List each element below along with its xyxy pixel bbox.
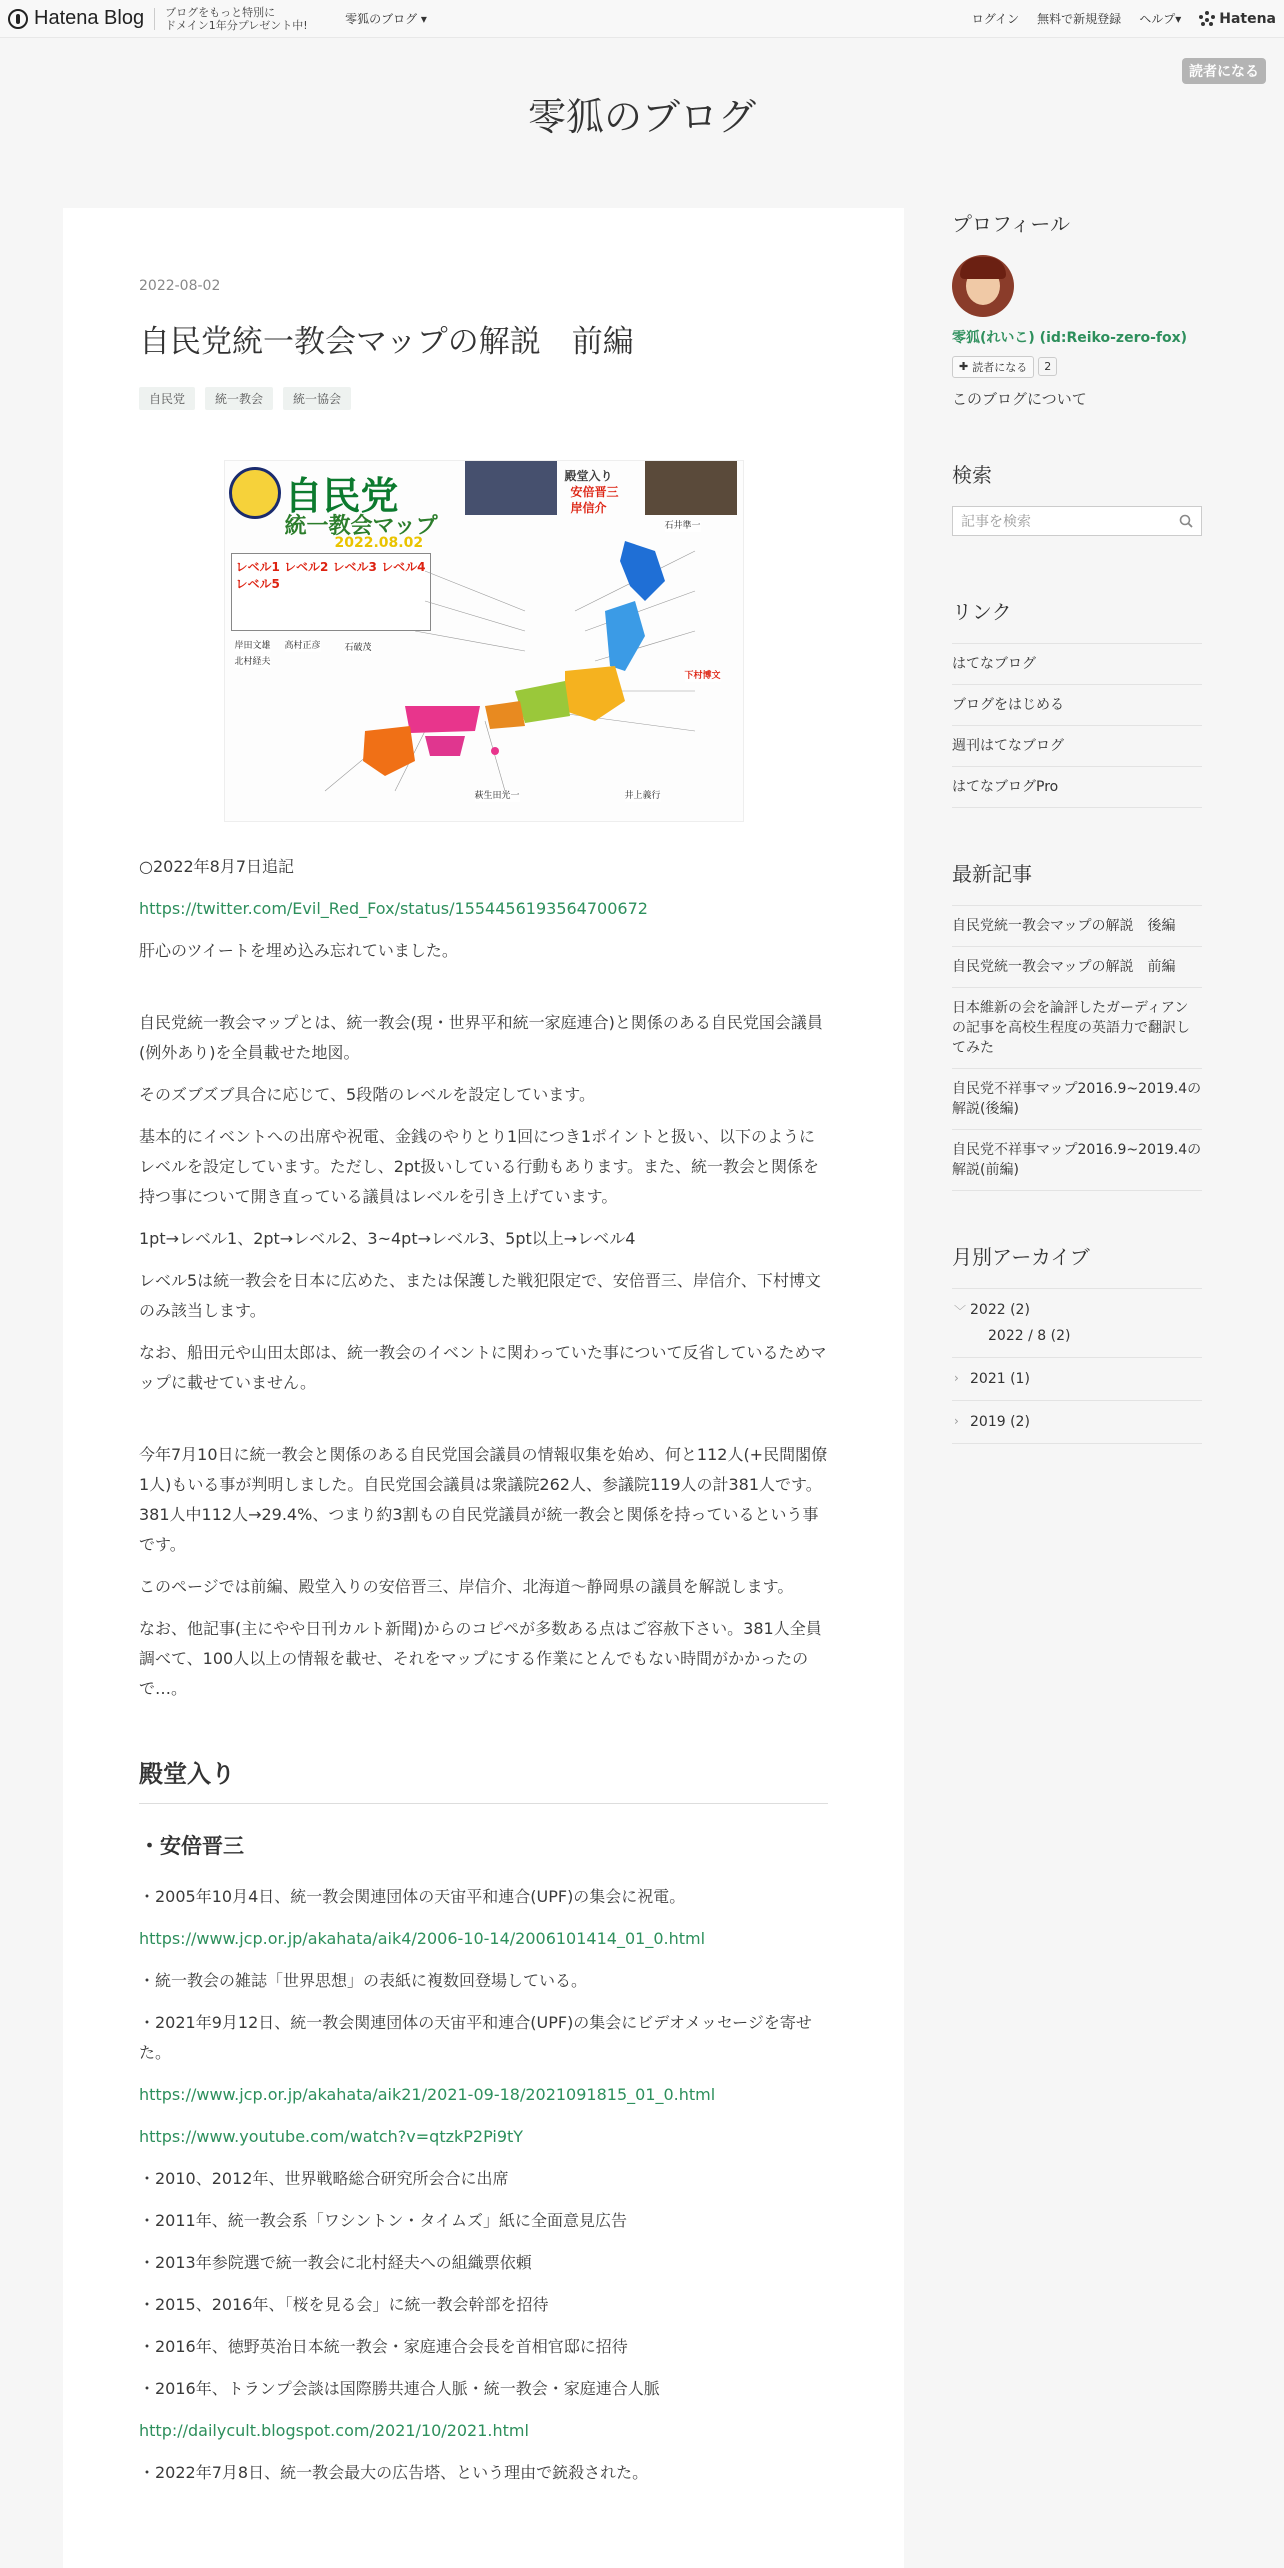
reader-button[interactable] — [952, 356, 1034, 378]
category-tag[interactable]: 自民党 — [139, 387, 195, 410]
plus-icon: ✚ — [959, 360, 969, 373]
recent-entry-link[interactable]: 自民党不祥事マップ2016.9~2019.4の解説(後編) — [952, 1069, 1202, 1130]
map-levels: レベル1 レベル2 レベル3 レベル4 レベル5 — [235, 560, 426, 591]
signup-link[interactable]: 無料で新規登録 — [1037, 12, 1122, 26]
archive-year[interactable] — [952, 1401, 1202, 1444]
login-link[interactable]: ログイン — [971, 12, 1020, 26]
source-link[interactable]: https://www.jcp.or.jp/akahata/aik21/2021-09-18/2021091815_01_0.html — [139, 2085, 716, 2104]
search-icon[interactable] — [1179, 514, 1193, 528]
twitter-link[interactable]: https://twitter.com/Evil_Red_Fox/status/1554456193564700672 — [139, 899, 648, 918]
archive-year-label[interactable]: 2022 (2) — [970, 1301, 1030, 1318]
hatena-dots-icon — [1199, 11, 1215, 27]
search-input[interactable] — [952, 506, 1202, 536]
list-item: ・2022年7月8日、統一教会最大の広告塔、という理由で銃殺された。 — [139, 2463, 649, 2482]
category-tag[interactable]: 統一協会 — [283, 387, 351, 410]
caret-down-icon: ▾ — [420, 12, 427, 26]
chevron-down-icon[interactable]: ﹀ — [954, 1303, 967, 1318]
list-item: ・2013年参院選で統一教会に北村経夫への組織票依頼 — [139, 2253, 532, 2272]
source-link[interactable]: https://www.youtube.com/watch?v=qtzkP2Pi9tY — [139, 2127, 524, 2146]
sidebar — [952, 208, 1202, 1444]
search-placeholder: 記事を検索 — [961, 513, 1031, 530]
list-item: ・2016年、徳野英治日本統一教会・家庭連合会長を首相官邸に招待 — [139, 2337, 628, 2356]
help-menu[interactable] — [1139, 10, 1181, 27]
paragraph: なお、他記事(主にやや日刊カルト新聞)からのコピペが多数ある点はご容赦下さい。381人全員調べて、100人以上の情報を載せ、それをマップにする作業にとんでもない時間がかかったので…。 — [139, 1619, 822, 1698]
subsection-heading: ・安倍晋三 — [139, 1834, 244, 1858]
entry-title[interactable]: 自民党統一教会マップの解説 前編 — [139, 324, 634, 360]
archive-month[interactable]: 2022 / 8 (2) — [988, 1327, 1071, 1344]
archive-year-label[interactable]: 2019 (2) — [970, 1413, 1030, 1430]
paragraph: 肝心のツイートを埋め込み忘れていました。 — [139, 941, 458, 960]
hatena-blog-logo-icon — [8, 9, 28, 29]
source-link[interactable]: http://dailycult.blogspot.com/2021/10/2021.html — [139, 2421, 529, 2440]
recent-list — [952, 905, 1202, 1191]
sidebar-link[interactable]: はてなブログ — [952, 643, 1202, 685]
hatena-label: Hatena — [1219, 10, 1276, 27]
recent-entry-link[interactable]: 自民党統一教会マップの解説 後編 — [952, 905, 1202, 947]
avatar[interactable] — [952, 255, 1014, 317]
archive-list — [952, 1288, 1202, 1444]
section-heading: 殿堂入り — [139, 1754, 828, 1804]
list-item: ・2021年9月12日、統一教会関連団体の天宙平和連合(UPF)の集会にビデオメッセージを寄せた。 — [139, 2013, 812, 2062]
archive-year-label[interactable]: 2021 (1) — [970, 1370, 1030, 1387]
profile-heading: プロフィール — [952, 212, 1070, 236]
source-link[interactable]: https://www.jcp.or.jp/akahata/aik4/2006-10-14/2006101414_01_0.html — [139, 1929, 706, 1948]
about-link[interactable]: このブログについて — [952, 389, 1087, 408]
article-container — [63, 208, 904, 2568]
category-list — [139, 387, 828, 410]
global-header — [0, 0, 1284, 38]
blog-title[interactable]: 零狐のブログ — [527, 95, 756, 139]
chevron-right-icon[interactable]: › — [954, 1370, 959, 1385]
map-subtitle: 統一教会マップ — [284, 514, 438, 539]
hatena-menu[interactable] — [1199, 11, 1276, 27]
paragraph: このページでは前編、殿堂入りの安倍晋三、岸信介、北海道～静岡県の議員を解説します。 — [139, 1577, 794, 1596]
blog-menu-label: 零狐のブログ — [345, 12, 418, 26]
search-heading: 検索 — [952, 462, 992, 487]
profile-name[interactable]: 零狐(れいこ) (id:Reiko-zero-fox) — [952, 330, 1188, 346]
paragraph: 1pt→レベル1、2pt→レベル2、3~4pt→レベル3、5pt以上→レベル4 — [139, 1229, 636, 1248]
category-tag[interactable]: 統一教会 — [205, 387, 273, 410]
recent-entry-link[interactable]: 日本維新の会を論評したガーディアンの記事を高校生程度の英語力で翻訳してみた — [952, 988, 1202, 1069]
links-heading: リンク — [952, 599, 1012, 624]
map-hall-of-fame-label: 殿堂入り — [564, 469, 613, 483]
list-item: ・2011年、統一教会系「ワシントン・タイムズ」紙に全面意見広告 — [139, 2211, 627, 2230]
logo-text: Hatena Blog — [34, 7, 145, 29]
list-item: ・2015、2016年、「桜を見る会」に統一教会幹部を招待 — [139, 2295, 549, 2314]
blog-menu[interactable] — [345, 10, 427, 27]
caret-down-icon: ▾ — [1175, 12, 1182, 26]
reader-button-label: 読者になる — [972, 360, 1028, 374]
promo-banner[interactable] — [165, 6, 335, 32]
paragraph: レベル5は統一教会を日本に広めた、または保護した戦犯限定で、安倍晋三、岸信介、下村博文のみ該当します。 — [139, 1271, 821, 1320]
map-date: 2022.08.02 — [334, 535, 424, 551]
chevron-right-icon[interactable]: › — [954, 1413, 959, 1428]
sidebar-link[interactable]: はてなブログPro — [952, 767, 1202, 808]
list-item: ・2005年10月4日、統一教会関連団体の天宙平和連合(UPF)の集会に祝電。 — [139, 1887, 686, 1906]
promo-line-2: ドメイン1年分プレゼント中! — [165, 18, 308, 32]
archive-year[interactable] — [952, 1358, 1202, 1401]
sidebar-link[interactable]: ブログをはじめる — [952, 685, 1202, 726]
archive-heading: 月別アーカイブ — [952, 1244, 1090, 1269]
sidebar-link[interactable]: 週刊はてなブログ — [952, 726, 1202, 767]
map-abe-label: 安倍晋三 — [570, 485, 619, 499]
paragraph: なお、船田元や山田太郎は、統一教会のイベントに関わっていた事について反省しているためマップに載せていません。 — [139, 1343, 827, 1392]
archive-year[interactable] — [952, 1288, 1202, 1358]
links-list — [952, 643, 1202, 808]
ldp-unification-church-map-image[interactable]: 自民党 統一教会マップ 2022.08.02 レベル1 レベル2 レベル3 レベル4 レベル5 殿堂入り 安倍晋三 岸信介 岸田文雄 北村経夫 高村正彦 石破茂 石井準一 下村博文 井上義行 萩生田光一 — [224, 460, 744, 822]
hatena-blog-logo[interactable] — [8, 8, 155, 30]
paragraph: 今年7月10日に統一教会と関係のある自民党国会議員の情報収集を始め、何と112人(+民間閣僚1人)もいる事が判明しました。自民党国会議員は衆議院262人、参議院119人の計381人です。381人中112人→29.4%、つまり約3割もの自民党議員が統一教会と関係を持っているという事です。 — [139, 1445, 828, 1554]
recent-entry-link[interactable]: 自民党統一教会マップの解説 前編 — [952, 947, 1202, 988]
subscribe-button[interactable]: 読者になる — [1182, 58, 1266, 84]
entry-date[interactable]: 2022-08-02 — [139, 278, 221, 294]
recent-heading: 最新記事 — [952, 861, 1032, 886]
promo-line-1: ブログをもっと特別に — [165, 5, 276, 19]
reader-count[interactable]: 2 — [1038, 357, 1057, 376]
map-title: 自民党 — [284, 474, 399, 518]
recent-entry-link[interactable]: 自民党不祥事マップ2016.9~2019.4の解説(前編) — [952, 1130, 1202, 1191]
list-item: ・統一教会の雑誌「世界思想」の表紙に複数回登場している。 — [139, 1971, 588, 1990]
paragraph: 自民党統一教会マップとは、統一教会(現・世界平和統一家庭連合)と関係のある自民党国会議員(例外あり)を全員載せた地図。 — [139, 1013, 823, 1062]
paragraph: ○2022年8月7日追記 — [139, 857, 295, 876]
paragraph: 基本的にイベントへの出席や祝電、金銭のやりとり1回につき1ポイントと扱い、以下のようにレベルを設定しています。ただし、2pt扱いしている行動もあります。また、統一教会と関係を持つ事について開き直っている議員はレベルを引き上げています。 — [139, 1127, 820, 1206]
list-item: ・2010、2012年、世界戦略総合研究所会合に出席 — [139, 2169, 509, 2188]
paragraph: そのズブズブ具合に応じて、5段階のレベルを設定しています。 — [139, 1085, 595, 1104]
list-item: ・2016年、トランプ会談は国際勝共連合人脈・統一教会・家庭連合人脈 — [139, 2379, 660, 2398]
help-label: ヘルプ — [1139, 12, 1176, 26]
map-kishi-label: 岸信介 — [570, 501, 607, 515]
